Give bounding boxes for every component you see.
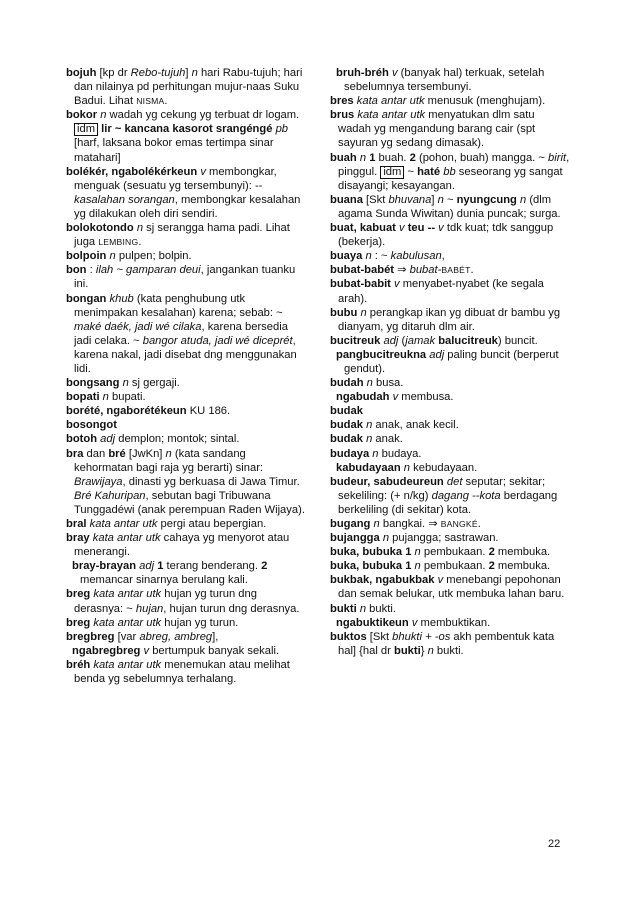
dictionary-subentry	[66, 644, 306, 658]
entry-text: membuka.	[494, 560, 551, 573]
headword: 2	[488, 560, 495, 573]
dictionary-entry	[330, 221, 570, 249]
dictionary-entry	[66, 249, 306, 263]
headword: bongan	[66, 292, 107, 305]
dictionary-entry	[66, 66, 306, 108]
entry-text: (	[398, 334, 406, 347]
entry-text: membuktikan.	[417, 616, 491, 629]
entry-text: det	[446, 475, 463, 488]
entry-text: wadah yg cekung yg terbuat dr logam.	[106, 109, 300, 122]
dictionary-entry	[66, 531, 306, 559]
entry-text: bangkai. ⇒	[379, 518, 441, 530]
entry-text: seputar; sekitar; sekeliling: (+ n/kg)	[338, 475, 546, 502]
entry-text: pembukaan.	[420, 546, 489, 559]
dictionary-entry	[66, 630, 306, 644]
entry-text: , karena nakal, jadi disebat dng menggunakan lidi.	[74, 334, 297, 375]
entry-text: v	[392, 391, 399, 404]
entry-text: .	[470, 264, 474, 277]
entry-text: n	[403, 461, 411, 474]
headword: budaya	[330, 447, 370, 460]
dictionary-subentry	[330, 616, 570, 630]
headword: bray-brayan	[72, 560, 137, 573]
entry-text: pembukaan.	[420, 560, 489, 573]
headword: breg	[66, 588, 91, 601]
entry-text: n	[360, 306, 367, 319]
entry-text: , sebutan bagi Tribuwana Tunggadéwi (anak perempuan Raden Wijaya).	[74, 489, 305, 516]
entry-text: adj	[429, 348, 445, 361]
dictionary-subentry	[330, 461, 570, 475]
dictionary-entry	[66, 587, 306, 615]
entry-text: terang benderang.	[163, 560, 262, 573]
dictionary-entry	[66, 658, 306, 686]
entry-text: hari Rabu-tujuh; hari dan nilainya pd perhitungan mujur-naas Suku Badui. Lihat	[74, 67, 303, 108]
entry-text: .	[138, 236, 142, 249]
entry-text: kasalahan sorangan	[74, 193, 175, 206]
entry-text: v	[143, 644, 150, 657]
dictionary-entry	[66, 390, 306, 404]
entry-text: cahaya yg menyorot atau menerangi.	[74, 532, 290, 559]
entry-text: bertumpuk banyak sekali.	[149, 644, 280, 657]
entry-text: n	[100, 109, 107, 122]
entry-text: v	[437, 574, 444, 587]
entry-text: kata antar utk	[93, 588, 162, 601]
dictionary-entry	[330, 602, 570, 616]
entry-text: bb	[443, 165, 456, 178]
entry-text: n	[191, 67, 198, 79]
entry-text: menemukan atau melihat benda yg sebelumnya terhalang.	[74, 658, 290, 686]
headword: budeur, sabudeureun	[330, 475, 444, 488]
entry-text: jamak	[405, 334, 436, 347]
idiom-badge: idm	[380, 166, 404, 179]
entry-text: hujan yg turun.	[161, 616, 239, 629]
entry-text: perangkap ikan yg dibuat dr bambu yg dianyam, yg ditaruh dlm air.	[338, 306, 561, 333]
dictionary-entry	[330, 475, 570, 517]
entry-text: : ~	[371, 250, 391, 263]
entry-text: ⇒	[394, 264, 410, 277]
dictionary-entry	[330, 376, 570, 390]
dictionary-entry	[66, 376, 306, 390]
left-column	[66, 66, 306, 686]
entry-text: v	[200, 165, 206, 178]
entry-text: demplon; montok; sintal.	[115, 433, 240, 446]
dictionary-subentry	[330, 66, 570, 94]
headword: bugang	[330, 518, 371, 530]
headword: bregbreg	[66, 630, 115, 643]
headword: budak	[330, 419, 363, 432]
entry-text: Brawijaya	[74, 475, 123, 488]
headword: bolokotondo	[66, 222, 134, 235]
entry-text: ) buncit.	[497, 334, 538, 347]
entry-text: , dinasti yg berkuasa di Jawa Timur.	[122, 475, 300, 488]
entry-text: dagang --kota	[431, 489, 501, 502]
entry-text: adj	[383, 334, 399, 347]
entry-text: pb	[275, 123, 289, 136]
headword: bra	[66, 447, 84, 460]
headword: botoh	[66, 433, 98, 446]
dictionary-entry	[330, 517, 570, 531]
entry-text: (dlm agama Sunda Wiwitan) dunia puncak; surga.	[338, 193, 561, 220]
dictionary-entry	[330, 277, 570, 305]
entry-text: ~	[443, 193, 457, 206]
entry-text: ]	[431, 193, 438, 206]
entry-text: hujan yg turun dng derasnya: ~	[74, 588, 257, 615]
entry-text: (banyak hal) terkuak, setelah sebelumnya tersembunyi.	[344, 67, 545, 94]
headword: kabudayaan	[336, 461, 401, 474]
entry-text: membuka.	[494, 546, 551, 559]
entry-text: [Skt	[362, 193, 389, 206]
entry-text: v	[394, 278, 400, 291]
headword: bokor	[66, 109, 98, 122]
dictionary-entry	[330, 630, 570, 658]
entry-text: abreg, ambreg	[139, 630, 213, 643]
entry-text: ],	[212, 630, 219, 643]
entry-text: v	[438, 222, 444, 235]
entry-text: n	[165, 447, 172, 460]
entry-text: ilah ~ gamparan deui	[95, 264, 201, 277]
entry-text: kata antar utk	[92, 532, 161, 545]
dictionary-entry	[330, 334, 570, 348]
entry-text: [kp dr	[96, 67, 131, 79]
dictionary-entry	[66, 517, 306, 531]
entry-text: dan	[83, 447, 109, 460]
entry-text: , hujan turun dng derasnya.	[163, 602, 300, 615]
entry-text: NISMA	[136, 96, 165, 107]
headword: bukbak, ngabukbak	[330, 574, 435, 587]
entry-text: n	[382, 532, 390, 545]
entry-text: [harf, laksana bokor emas tertimpa sinar matahari]	[74, 137, 274, 164]
headword: buaya	[330, 250, 363, 263]
entry-text: n	[427, 644, 434, 657]
entry-text: , jangankan tuanku ini.	[74, 264, 296, 291]
headword: bon	[66, 264, 87, 277]
dictionary-subentry	[66, 559, 306, 587]
entry-text: maké daék, jadi wé cilaka	[74, 320, 202, 333]
dictionary-subentry	[330, 390, 570, 404]
entry-text: Bré Kahuripan	[74, 489, 146, 502]
entry-text: pulpen; bolpin.	[115, 250, 192, 263]
entry-text: anak, anak kecil.	[372, 419, 459, 432]
headword: budak	[330, 405, 363, 418]
entry-text: seseorang yg sangat disayangi; kesayangan.	[338, 165, 563, 192]
entry-text: kata antar utk	[93, 658, 162, 671]
dictionary-entry	[330, 263, 570, 277]
headword: bucitreuk	[330, 334, 381, 347]
entry-text: (pohon, buah) mangga. ~	[415, 151, 549, 164]
headword: 2	[488, 546, 495, 559]
entry-text: sj gergaji.	[128, 377, 180, 390]
entry-text: hujan	[135, 602, 164, 615]
entry-text: busa.	[372, 377, 404, 390]
entry-text: ]	[185, 67, 192, 79]
entry-text: n	[102, 391, 109, 404]
entry-text: bupati.	[108, 391, 146, 404]
entry-text: v	[399, 222, 405, 235]
entry-text: v	[391, 67, 398, 79]
entry-text: n	[365, 250, 372, 263]
headword: bubat-babét	[330, 264, 395, 277]
dictionary-entry	[66, 108, 306, 164]
entry-text: memancar sinarnya berulang kali.	[80, 574, 248, 587]
headword: buktos	[330, 630, 367, 643]
entry-text: n	[122, 377, 129, 390]
entry-text: buah.	[375, 151, 410, 164]
headword: 2	[261, 560, 268, 573]
entry-text: menebangi pepohonan dan semak belukar, utk membuka lahan baru.	[338, 574, 565, 601]
dictionary-entry	[330, 559, 570, 573]
headword: bongsang	[66, 377, 120, 390]
dictionary-subentry	[330, 348, 570, 376]
entry-text: v	[411, 616, 418, 629]
entry-text: kata antar utk	[356, 95, 425, 108]
headword: bubu	[330, 306, 358, 319]
dictionary-entry	[330, 545, 570, 559]
entry-text: bhukti + -os	[392, 630, 451, 643]
page-number: 22	[548, 838, 561, 850]
entry-text: n	[359, 602, 367, 615]
entry-text: , karena bersedia jadi celaka. ~	[74, 320, 288, 347]
dictionary-entry	[66, 263, 306, 291]
headword: bopati	[66, 391, 100, 404]
entry-text: berdagang berkeliling (di sekitar) kota.	[338, 489, 558, 516]
headword: buat, kabuat	[330, 222, 396, 235]
entry-text: , pinggul.	[338, 151, 570, 178]
right-column	[330, 66, 570, 658]
entry-text: [var	[114, 630, 140, 643]
dictionary-entry	[330, 418, 570, 432]
idiom-badge: idm	[74, 123, 98, 136]
entry-text: n	[372, 447, 379, 460]
entry-text: ~	[404, 165, 418, 178]
entry-text: n	[519, 193, 527, 206]
entry-text: n	[414, 560, 421, 573]
headword: balucitreuk	[438, 334, 498, 347]
dictionary-entry	[330, 432, 570, 446]
entry-text: menyatukan dlm satu wadah yg mengandung barang cair (spt sayuran yg sedang dimasak).	[338, 109, 536, 150]
entry-text: n	[359, 151, 367, 164]
dictionary-entry	[66, 432, 306, 446]
entry-text: menyabet-nyabet (ke segala arah).	[338, 278, 544, 305]
entry-text: :	[86, 264, 96, 277]
entry-text: khub	[109, 292, 134, 305]
entry-text: bhuvana	[388, 193, 432, 206]
headword: haté	[417, 165, 441, 178]
entry-text: [JwKn]	[125, 447, 166, 460]
entry-text: tdk kuat; tdk sanggup (bekerja).	[338, 222, 554, 249]
dictionary-entry	[66, 404, 306, 418]
entry-text: ,	[441, 250, 445, 263]
entry-text: .	[477, 518, 481, 530]
entry-text: LEMBING	[98, 237, 139, 248]
entry-text: n	[414, 546, 421, 559]
entry-text: n	[136, 222, 144, 235]
headword: 1	[157, 560, 164, 573]
headword: bruh-bréh	[336, 67, 389, 79]
entry-text: Rebo-tujuh	[130, 67, 186, 79]
entry-text: BABÉT	[441, 265, 471, 276]
headword: bujangga	[330, 532, 380, 545]
dictionary-entry	[330, 151, 570, 193]
entry-text: budaya.	[378, 447, 422, 460]
headword: borété, ngaborétékeun	[66, 405, 187, 418]
entry-text: membusa.	[398, 391, 454, 404]
dictionary-entry	[330, 404, 570, 418]
headword: bral	[66, 518, 87, 530]
headword: 2	[409, 151, 416, 164]
headword: bukti	[330, 602, 357, 615]
entry-text: birit	[548, 151, 567, 164]
entry-text: adj	[100, 433, 116, 446]
headword: buka, bubuka 1	[330, 560, 412, 573]
dictionary-entry	[66, 418, 306, 432]
headword: buah	[330, 151, 357, 164]
headword: breg	[66, 616, 91, 629]
headword: budah	[330, 377, 364, 390]
headword: bosongot	[66, 419, 117, 432]
entry-text: kata antar utk	[357, 109, 426, 122]
dictionary-entry	[66, 221, 306, 249]
entry-text: menusuk (menghujam).	[424, 95, 546, 108]
entry-text: kabulusan	[390, 250, 442, 263]
entry-text: (kata penghubung utk menimpakan kesalahan) karena; sebab: ~	[74, 292, 283, 319]
entry-text: n	[366, 433, 373, 446]
headword: bré	[108, 447, 126, 460]
headword: nyungcung	[456, 193, 517, 206]
entry-text: n	[373, 518, 380, 530]
entry-text: pergi atau bepergian.	[157, 518, 267, 530]
headword: bukti	[393, 644, 421, 657]
entry-text: akh pembentuk kata hal] {hal dr	[338, 630, 555, 657]
dictionary-entry	[66, 616, 306, 630]
headword: bray	[66, 532, 90, 545]
entry-text: }	[420, 644, 428, 657]
entry-text: adj	[139, 560, 155, 573]
entry-text: kebudayaan.	[410, 461, 478, 474]
headword: ngabregbreg	[72, 644, 141, 657]
dictionary-entry	[330, 573, 570, 601]
entry-text: , membongkar kesalahan yg dilakukan oleh diri sendiri.	[74, 193, 301, 220]
headword: ngabuktikeun	[336, 616, 409, 629]
dictionary-entry	[330, 306, 570, 334]
entry-text: n	[109, 250, 116, 263]
headword: bréh	[66, 658, 91, 671]
entry-text: paling buncit (berperut gendut).	[344, 348, 559, 375]
entry-text: n	[366, 377, 373, 390]
entry-text: bangor atuda, jadi wé diceprét	[142, 334, 293, 347]
entry-text: KU 186.	[186, 405, 231, 418]
entry-text: kata antar utk	[89, 518, 158, 530]
entry-text: BANGKÉ	[440, 519, 478, 529]
headword: brus	[330, 109, 355, 122]
dictionary-entry	[330, 94, 570, 108]
entry-text: .	[164, 95, 168, 108]
entry-text: anak.	[372, 433, 403, 446]
entry-text: pujangga; sastrawan.	[389, 532, 499, 545]
entry-text: [Skt	[366, 630, 393, 643]
dictionary-entry	[330, 193, 570, 221]
dictionary-entry	[330, 531, 570, 545]
headword: bolpoin	[66, 250, 107, 263]
entry-text: membongkar, menguak (sesuatu yg tersembunyi): --	[74, 165, 277, 192]
entry-text: bubat-	[409, 264, 442, 277]
entry-text: (kata sandang kehormatan bagi raja yg berarti) sinar:	[74, 447, 264, 474]
dictionary-entry	[330, 249, 570, 263]
headword: bojuh	[66, 67, 97, 79]
headword: teu --	[407, 222, 436, 235]
dictionary-entry	[330, 108, 570, 150]
headword: bres	[330, 95, 354, 108]
dictionary-entry	[330, 447, 570, 461]
headword: buana	[330, 193, 363, 206]
headword: budak	[330, 433, 363, 446]
headword: bubat-babit	[330, 278, 391, 291]
headword: bolékér, ngabolékérkeun	[66, 165, 198, 178]
headword: buka, bubuka 1	[330, 546, 412, 559]
dictionary-entry	[66, 447, 306, 517]
dictionary-entry	[66, 165, 306, 221]
entry-text: bukti.	[366, 602, 396, 615]
entry-text: bukti.	[433, 644, 464, 657]
headword: ngabudah	[336, 391, 390, 404]
headword: 1	[369, 151, 376, 164]
entry-text: n	[366, 419, 373, 432]
entry-text: n	[437, 193, 444, 206]
headword: pangbucitreukna	[336, 348, 427, 361]
entry-text: kata antar utk	[93, 616, 162, 629]
headword: lir ~ kancana kasorot srangéngé	[101, 123, 273, 136]
entry-text: sj serangga hama padi. Lihat juga	[74, 222, 290, 249]
dictionary-entry	[66, 292, 306, 377]
